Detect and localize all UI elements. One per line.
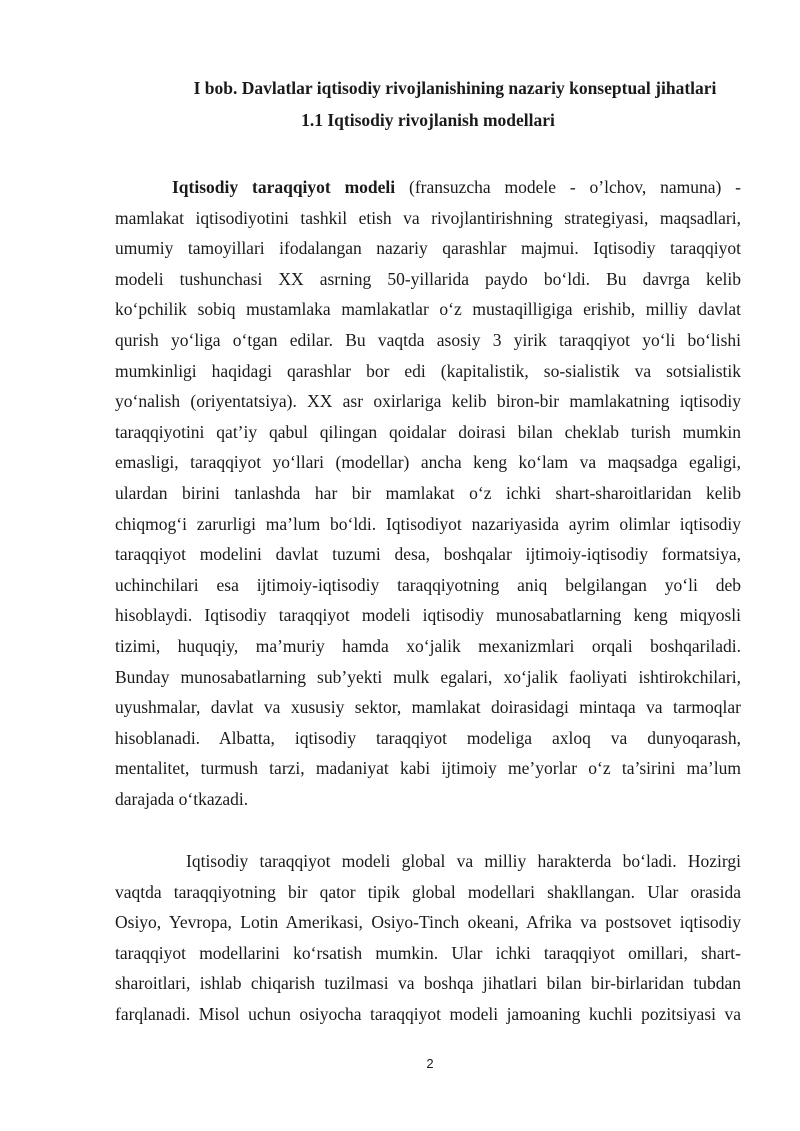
paragraph-line: mentalitet, turmush tarzi, madaniyat kabi ijtimoiy me’yorlar oʻz ta’sirini ma’lum <box>115 758 741 779</box>
paragraph-1 <box>115 172 741 814</box>
paragraph-line: umumiy tamoyillari ifodalangan nazariy qarashlar majmui. Iqtisodiy taraqqiyot <box>115 238 741 259</box>
paragraph-line: uchinchilari esa ijtimoiy-iqtisodiy taraqqiyotning aniq belgilangan yoʻli deb <box>115 574 741 595</box>
paragraph-line: farqlanadi. Misol uchun osiyocha taraqqiyot modeli jamoaning kuchli pozitsiyasi va <box>115 1003 741 1024</box>
paragraph-line: tizimi, huquqiy, ma’muriy hamda xoʻjalik mexanizmlari orqali boshqariladi. <box>115 635 741 656</box>
chapter-title: I bob. Davlatlar iqtisodiy rivojlanishining nazariy konseptual jihatlari <box>193 78 717 98</box>
paragraph-line: ulardan birini tanlashda har bir mamlakat oʻz ichki shart-sharoitlaridan kelib <box>115 482 741 503</box>
paragraph-line: qurish yoʻliga oʻtgan edilar. Bu vaqtda asosiy 3 yirik taraqqiyot yoʻli boʻlishi <box>115 329 741 350</box>
paragraph-2 <box>115 846 741 1030</box>
paragraph-line: mumkinligi haqidagi qarashlar bor edi (kapitalistik, so-sialistik va sotsialistik <box>115 360 741 381</box>
paragraph-line: chiqmogʻi zarurligi ma’lum boʻldi. Iqtisodiyot nazariyasida ayrim olimlar iqtisodiy <box>115 513 741 534</box>
paragraph-line: emasligi, taraqqiyot yoʻllari (modellar) ancha keng koʻlam va maqsadga egaligi, <box>115 452 741 473</box>
paragraph-line: Osiyo, Yevropa, Lotin Amerikasi, Osiyo-Tinch okeani, Afrika va postsovet iqtisodiy <box>115 912 741 933</box>
paragraph-line: darajada oʻtkazadi. <box>115 788 249 809</box>
paragraph-line: hisoblaydi. Iqtisodiy taraqqiyot modeli iqtisodiy munosabatlarning keng miqyosli <box>115 605 741 626</box>
paragraph-line: Iqtisodiy taraqqiyot modeli global va milliy harakterda boʻladi. Hozirgi <box>186 851 741 871</box>
defined-term: Iqtisodiy taraqqiyot modeli <box>172 177 396 197</box>
paragraph-line: Iqtisodiy taraqqiyot modeli (fransuzcha modele - o’lchov, namuna) - <box>172 177 741 197</box>
page-number: 2 <box>426 1056 434 1071</box>
paragraph-line: hisoblanadi. Albatta, iqtisodiy taraqqiyot modeliga axloq va dunyoqarash, <box>115 727 741 748</box>
paragraph-line: koʻpchilik sobiq mustamlaka mamlakatlar oʻz mustaqilligiga erishib, milliy davlat <box>115 299 741 320</box>
paragraph-line: yoʻnalish (oriyentatsiya). XX asr oxirlariga kelib biron-bir mamlakatning iqtisodiy <box>115 391 741 412</box>
paragraph-line: modeli tushunchasi XX asrning 50-yillarida paydo boʻldi. Bu davrga kelib <box>115 268 741 289</box>
paragraph-line: mamlakat iqtisodiyotini tashkil etish va rivojlantirishning strategiyasi, maqsadlari, <box>115 207 741 228</box>
paragraph-line: vaqtda taraqqiyotning bir qator tipik global modellari shakllangan. Ular orasida <box>115 881 741 902</box>
paragraph-line: Bunday munosabatlarning sub’yekti mulk egalari, xoʻjalik faoliyati ishtirokchilari, <box>115 666 741 687</box>
paragraph-line: uyushmalar, davlat va xususiy sektor, mamlakat doirasidagi mintaqa va tarmoqlar <box>115 697 741 718</box>
paragraph-line: sharoitlari, ishlab chiqarish tuzilmasi va boshqa jihatlari bilan bir-birlaridan tubdan <box>115 973 741 994</box>
section-title: 1.1 Iqtisodiy rivojlanish modellari <box>301 110 555 130</box>
paragraph-line: taraqqiyotini qat’iy qabul qilingan qoidalar doirasi bilan cheklab turish mumkin <box>115 421 741 442</box>
paragraph-line: taraqqiyot modellarini koʻrsatish mumkin. Ular ichki taraqqiyot omillari, shart- <box>115 942 741 963</box>
paragraph-line: taraqqiyot modelini davlat tuzumi desa, boshqalar ijtimoiy-iqtisodiy formatsiya, <box>115 544 741 565</box>
